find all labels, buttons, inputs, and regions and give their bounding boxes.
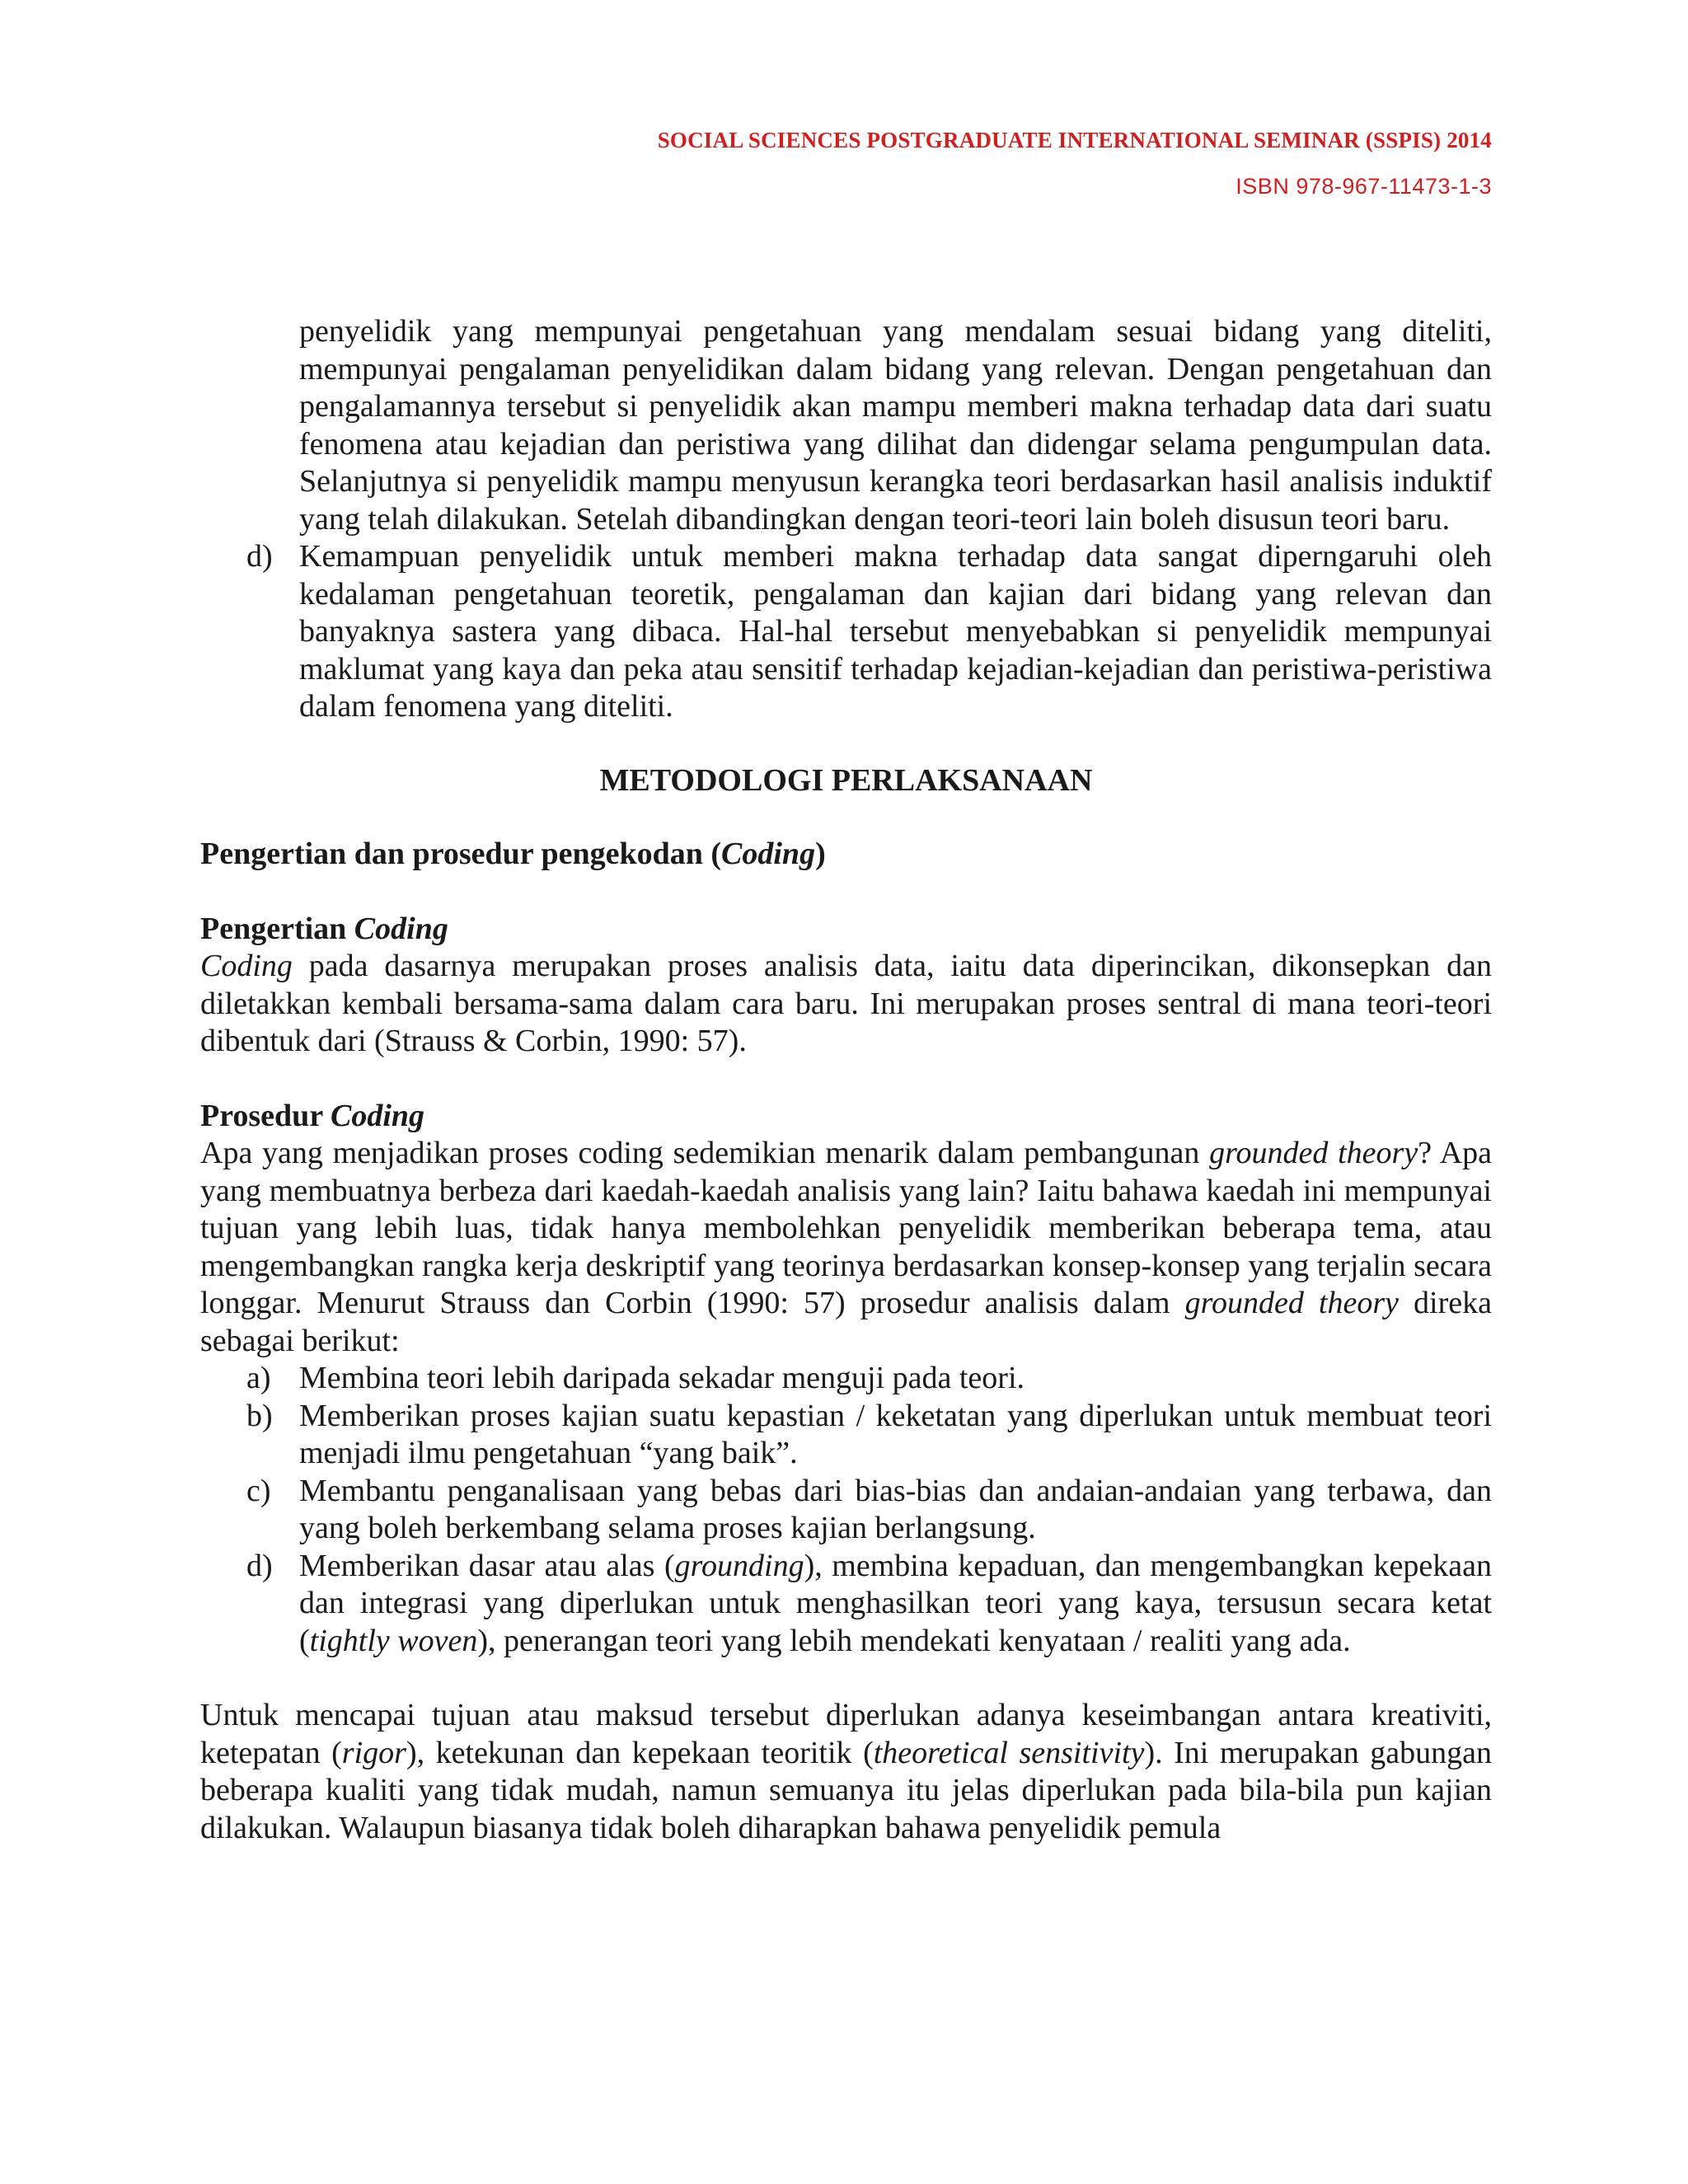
list-item-text: Membantu penganalisaan yang bebas dari bias-bias dan andaian-andaian yang terbawa, dan yang boleh berkembang selama proses kajian berlangsung.: [299, 1473, 1492, 1545]
list-item-d-previous: [200, 538, 1492, 726]
prosedur-heading: Prosedur Coding: [200, 1098, 425, 1133]
pengertian-paragraph: Coding pada dasarnya merupakan proses analisis data, iaitu data diperincikan, dikonsepkan dan diletakkan kembali bersama-sama dalam cara baru. Ini merupakan proses sentral di mana teori-teori dibentuk dari (Strauss & Corbin, 1990: 57).: [200, 949, 1492, 1058]
list-marker: d): [246, 539, 273, 574]
list-marker: c): [246, 1473, 271, 1508]
continuation-paragraph: penyelidik yang mempunyai pengetahuan yang mendalam sesuai bidang yang diteliti, mempunyai pengalaman penyelidikan dalam bidang yang relevan. Dengan pengetahuan dan pengalamannya tersebut si penyelidik akan mampu memberi makna terhadap data dari suatu fenomena atau kejadian dan peristiwa yang dilihat dan didengar selama pengumpulan data. Selanjutnya si penyelidik mampu menyusun kerangka teori berdasarkan hasil analisis induktif yang telah dilakukan. Setelah dibandingkan dengan teori-teori lain boleh disusun teori baru.: [299, 314, 1492, 537]
page-header: [0, 122, 1492, 205]
list-marker: b): [246, 1398, 273, 1433]
list-item-text: Kemampuan penyelidik untuk memberi makna terhadap data sangat diperngaruhi oleh kedalaman pengetahuan teoretik, pengalaman dan kajian dari bidang yang relevan dan banyaknya sastera yang dibaca. Hal-hal tersebut menyebabkan si penyelidik mempunyai maklumat yang kaya dan peka atau sensitif terhadap kejadian-kejadian dan peristiwa-peristiwa dalam fenomena yang diteliti.: [299, 539, 1492, 724]
list-item: [200, 1360, 1492, 1398]
isbn: ISBN 978-967-11473-1-3: [1236, 173, 1492, 199]
document-body: [200, 313, 1492, 1847]
closing-paragraph: Untuk mencapai tujuan atau maksud tersebut diperlukan adanya keseimbangan antara kreativiti, ketepatan (rigor), ketekunan dan kepekaan teoritik (theoretical sensitivity). Ini merupakan gabungan beberapa kualiti yang tidak mudah, namun semuanya itu jelas diperlukan pada bila-bila pun kajian dilakukan. Walaupun biasanya tidak boleh diharapkan bahawa penyelidik pemula: [200, 1698, 1493, 1845]
list-item: [200, 1548, 1492, 1661]
list-item-text: Membina teori lebih daripada sekadar menguji pada teori.: [299, 1361, 1025, 1395]
list-marker: a): [246, 1361, 271, 1395]
seminar-title: SOCIAL SCIENCES POSTGRADUATE INTERNATIONAL SEMINAR (SSPIS) 2014: [657, 128, 1492, 152]
subsection-heading: Pengertian dan prosedur pengekodan (Coding): [200, 837, 826, 871]
prosedur-paragraph: Apa yang menjadikan proses coding sedemikian menarik dalam pembangunan grounded theory? Apa yang membuatnya berbeza dari kaedah-kaedah analisis yang lain? Iaitu bahawa kaedah ini mempunyai tujuan yang lebih luas, tidak hanya membolehkan penyelidik memberikan beberapa tema, atau mengembangkan rangka kerja deskriptif yang teorinya berdasarkan konsep-konsep yang terjalin secara longgar. Menurut Strauss dan Corbin (1990: 57) prosedur analisis dalam grounded theory direka sebagai berikut:: [200, 1136, 1493, 1358]
list-marker: d): [246, 1548, 273, 1583]
list-item: [200, 1398, 1492, 1473]
list-item-text: Memberikan proses kajian suatu kepastian / keketatan yang diperlukan untuk membuat teori menjadi ilmu pengetahuan “yang baik”.: [299, 1398, 1492, 1470]
pengertian-heading: Pengertian Coding: [200, 911, 448, 946]
list-item: [200, 1473, 1492, 1548]
section-title: METODOLOGI PERLAKSANAAN: [599, 762, 1093, 798]
list-item-text: Memberikan dasar atau alas (grounding), membina kepaduan, dan mengembangkan kepekaan dan integrasi yang diperlukan untuk menghasilkan teori yang kaya, tersusun secara ketat (tightly woven), penerangan teori yang lebih mendekati kenyataan / realiti yang ada.: [299, 1548, 1492, 1658]
